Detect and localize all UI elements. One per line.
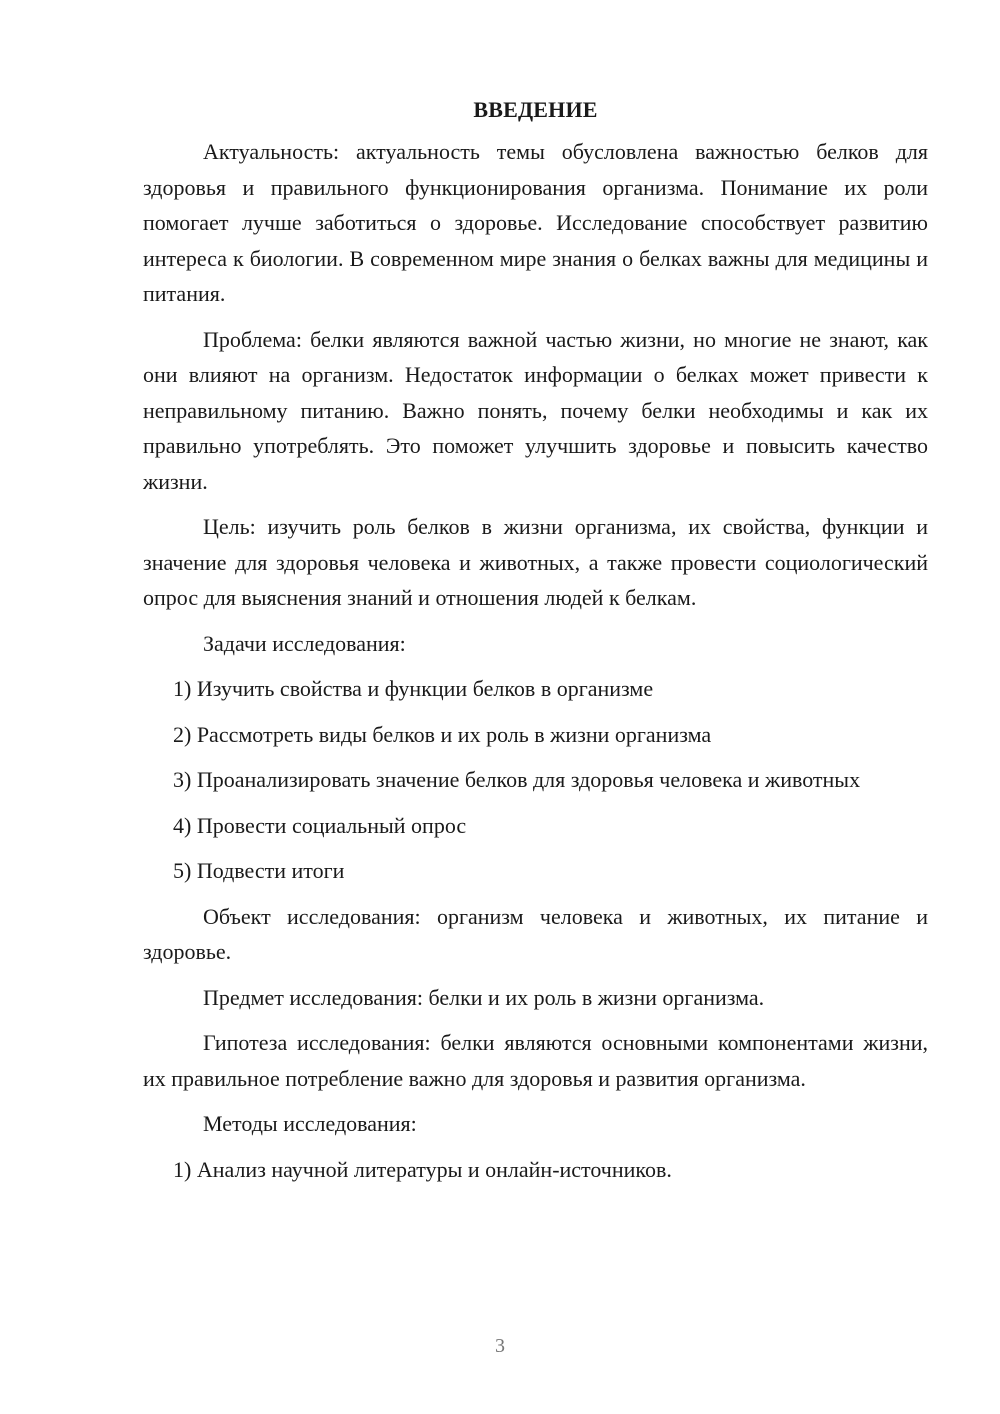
problem-paragraph: Проблема: белки являются важной частью жизни, но многие не знают, как они влияют на организм. Недостаток информации о белках может привести к неправильному питанию. Важно понять, почему белки необходимы и как их правильно употреблять. Это поможет улучшить здоровье и повысить качество жизни. xyxy=(143,326,928,494)
object-paragraph: Объект исследования: организм человека и животных, их питание и здоровье. xyxy=(143,903,928,964)
task-item: 1) Изучить свойства и функции белков в организме xyxy=(173,676,654,701)
task-item: 3) Проанализировать значение белков для здоровья человека и животных xyxy=(173,767,861,792)
page-number: 3 xyxy=(495,1335,505,1357)
page-content xyxy=(143,94,928,1197)
goal-paragraph: Цель: изучить роль белков в жизни организма, их свойства, функции и значение для здоровья человека и животных, а также провести социологический опрос для выяснения знаний и отношения людей к белкам. xyxy=(143,514,928,610)
relevance-paragraph: Актуальность: актуальность темы обусловлена важностью белков для здоровья и правильного функционирования организма. Понимание их роли помогает лучше заботиться о здоровье. Исследование способствует развитию интереса к биологии. В современном мире знания о белках важны для медицины и питания. xyxy=(143,139,928,306)
subject-paragraph: Предмет исследования: белки и их роль в жизни организма. xyxy=(203,984,765,1010)
section-title: ВВЕДЕНИЕ xyxy=(473,97,598,122)
methods-heading: Методы исследования: xyxy=(203,1111,417,1136)
task-item: 5) Подвести итоги xyxy=(173,858,345,883)
hypothesis-paragraph: Гипотеза исследования: белки являются основными компонентами жизни, их правильное потребление важно для здоровья и развития организма. xyxy=(143,1030,928,1091)
tasks-heading: Задачи исследования: xyxy=(203,630,406,656)
task-item: 4) Провести социальный опрос xyxy=(173,812,467,838)
method-item: 1) Анализ научной литературы и онлайн-источников. xyxy=(173,1156,672,1182)
task-item: 2) Рассмотреть виды белков и их роль в жизни организма xyxy=(173,721,712,747)
